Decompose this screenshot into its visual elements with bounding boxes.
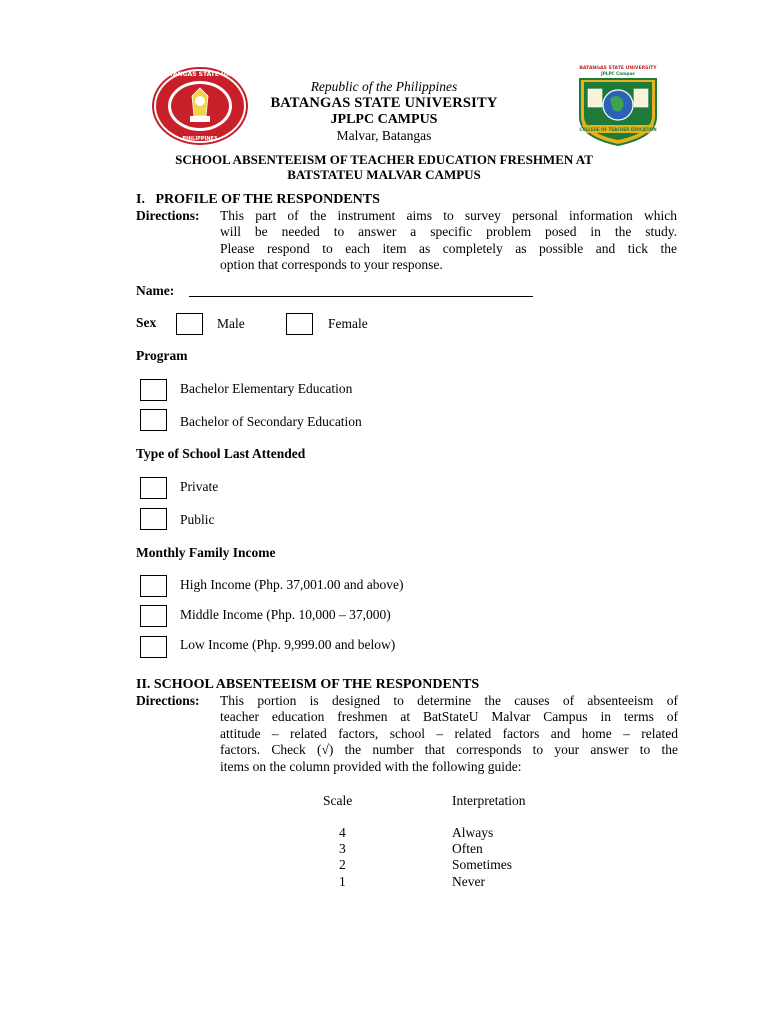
section-2-directions-label: Directions: <box>136 693 200 708</box>
scale-interpretation: Always <box>452 825 494 840</box>
income-label: Monthly Family Income <box>136 545 276 560</box>
svg-text:BATANGAS STATE UNIV.: BATANGAS STATE UNIV. <box>160 71 240 78</box>
program-label: Program <box>136 348 188 363</box>
name-label: Name: <box>136 283 175 298</box>
directions-line: will be needed to answer a specific problem posed in the study. <box>220 224 677 240</box>
name-input-line[interactable] <box>189 296 533 297</box>
directions-line: attitude – related factors, school – related factors and home – related <box>220 725 678 741</box>
sex-male-checkbox[interactable] <box>176 313 203 335</box>
income-high-checkbox[interactable] <box>140 575 167 597</box>
directions-line: option that corresponds to your response. <box>220 257 443 273</box>
campus-text: JPLPC CAMPUS <box>330 112 438 127</box>
program-elementary-option: Bachelor Elementary Education <box>180 381 353 396</box>
income-middle-checkbox[interactable] <box>140 605 167 627</box>
scale-value: 4 <box>339 825 346 840</box>
school-public-checkbox[interactable] <box>140 508 167 530</box>
directions-line: This part of the instrument aims to survey personal information which <box>220 208 677 223</box>
scale-value: 1 <box>339 874 346 889</box>
scale-interpretation: Often <box>452 841 483 856</box>
campus-location: Malvar, Batangas <box>336 128 432 143</box>
income-middle-option: Middle Income (Php. 10,000 – 37,000) <box>180 607 391 622</box>
section-1-title: I. PROFILE OF THE RESPONDENTS <box>136 192 380 207</box>
section-2-directions-text <box>220 693 678 775</box>
program-secondary-option: Bachelor of Secondary Education <box>180 414 362 429</box>
university-name: BATANGAS STATE UNIVERSITY <box>270 95 498 111</box>
directions-line: Please respond to each item as completely as possible and tick the <box>220 240 677 256</box>
republic-line: Republic of the Philippines <box>310 79 458 94</box>
school-public-option: Public <box>180 512 215 527</box>
program-elementary-checkbox[interactable] <box>140 379 167 401</box>
scale-interpretation: Never <box>452 874 485 889</box>
study-title-line-1: SCHOOL ABSENTEEISM OF TEACHER EDUCATION FRESHMEN AT <box>175 152 593 167</box>
school-private-checkbox[interactable] <box>140 477 167 499</box>
interpretation-header: Interpretation <box>452 793 526 808</box>
sex-male-option: Male <box>217 316 245 331</box>
school-private-option: Private <box>180 479 219 494</box>
program-secondary-checkbox[interactable] <box>140 409 167 431</box>
section-1-directions-text <box>220 208 677 274</box>
campus-name <box>0 112 768 128</box>
directions-line: teacher education freshmen at BatStateU Malvar Campus in terms of <box>220 709 678 725</box>
income-high-option: High Income (Php. 37,001.00 and above) <box>180 577 404 592</box>
school-type-label: Type of School Last Attended <box>136 446 306 461</box>
section-1-directions-label: Directions: <box>136 208 200 223</box>
study-title-line-2: BATSTATEU MALVAR CAMPUS <box>287 167 481 182</box>
sex-female-option: Female <box>328 316 368 331</box>
income-low-checkbox[interactable] <box>140 636 167 658</box>
directions-line: factors. Check (√) the number that corresponds to your answer to the <box>220 742 678 758</box>
svg-text:JPLPC Campus: JPLPC Campus <box>601 71 635 76</box>
scale-value: 3 <box>339 841 346 856</box>
income-low-option: Low Income (Php. 9,999.00 and below) <box>180 637 396 652</box>
directions-line: items on the column provided with the following guide: <box>220 758 522 774</box>
svg-text:PHILIPPINES: PHILIPPINES <box>182 136 218 142</box>
scale-interpretation: Sometimes <box>452 857 512 872</box>
directions-line: This portion is designed to determine the causes of absenteeism of <box>220 693 678 708</box>
svg-text:BATANGAS STATE UNIVERSITY: BATANGAS STATE UNIVERSITY <box>579 66 657 71</box>
sex-label: Sex <box>136 315 157 330</box>
sex-female-checkbox[interactable] <box>286 313 313 335</box>
svg-text:COLLEGE OF TEACHER EDUCATION: COLLEGE OF TEACHER EDUCATION <box>579 127 657 132</box>
section-2-title: II. SCHOOL ABSENTEEISM OF THE RESPONDENTS <box>136 677 480 692</box>
scale-value: 2 <box>339 857 346 872</box>
scale-header: Scale <box>323 793 353 808</box>
